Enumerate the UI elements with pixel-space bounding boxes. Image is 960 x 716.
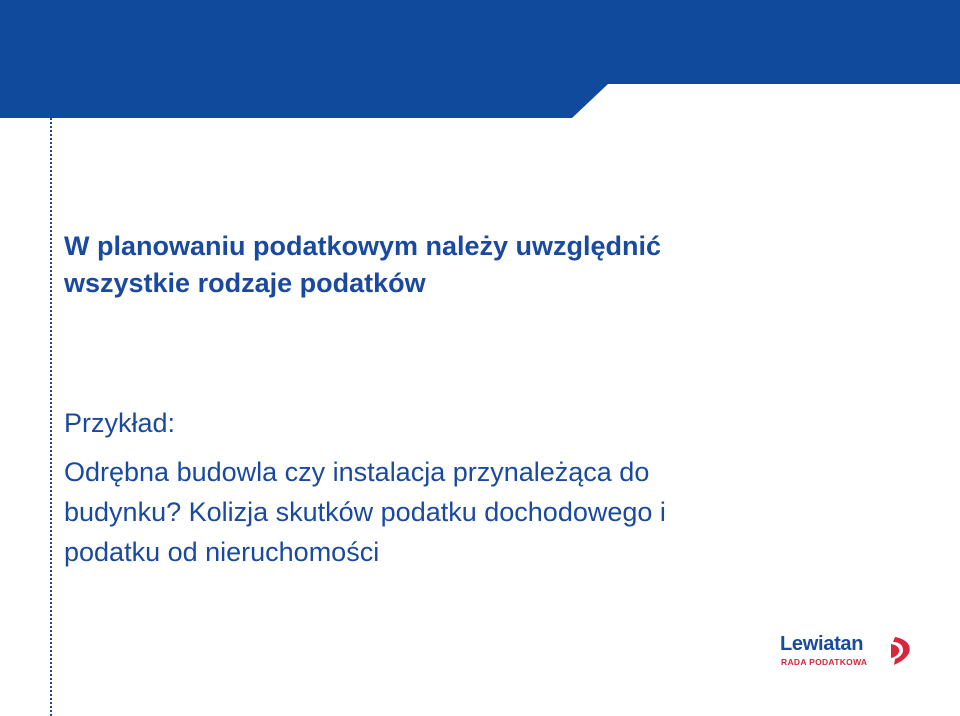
slide-heading-line-2: wszystkie rodzaje podatków — [64, 268, 426, 298]
header-band — [0, 0, 960, 120]
slide-heading-line-1: W planowaniu podatkowym należy uwzględnić — [64, 231, 662, 261]
left-dotted-rule — [50, 118, 52, 716]
example-body — [64, 452, 924, 572]
example-body-line-2: budynku? Kolizja skutków podatku dochodowego i — [64, 497, 666, 527]
example-body-line-3: podatku od nieruchomości — [64, 537, 380, 567]
slide-heading — [64, 228, 924, 302]
logo-name: Lewiatan — [780, 633, 864, 655]
header-band-shape — [0, 0, 960, 118]
lewiatan-logo — [780, 633, 915, 673]
example-body-line-1: Odrębna budowla czy instalacja przynależąca do — [64, 457, 650, 487]
logo-subtitle: RADA PODATKOWA — [781, 657, 868, 667]
example-label: Przykład: — [64, 408, 176, 438]
logo-mark-icon — [888, 635, 914, 667]
